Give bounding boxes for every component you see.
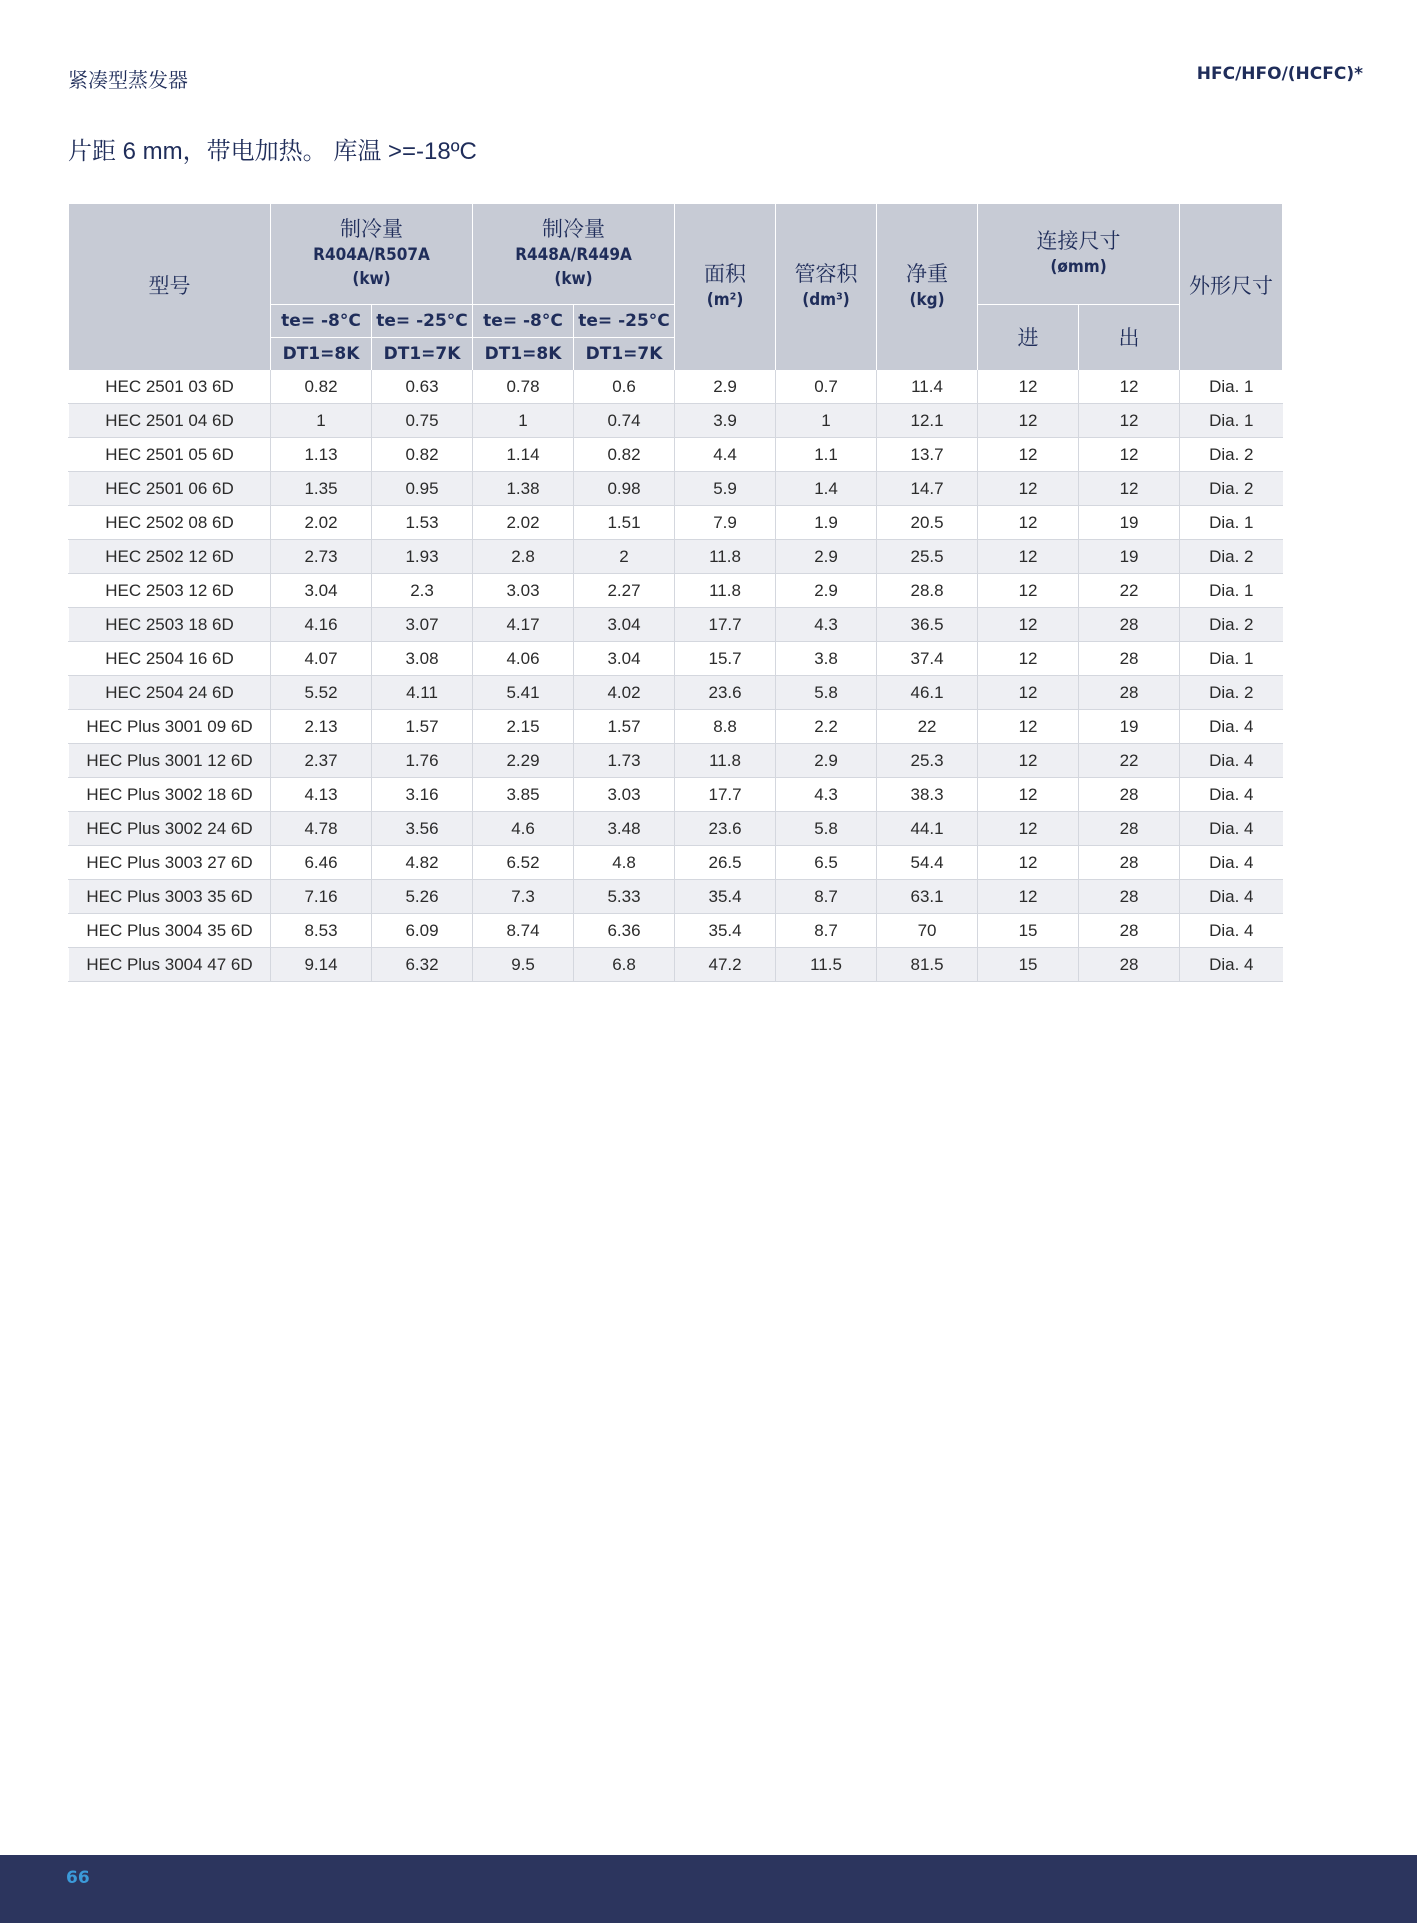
cell-dimensions: Dia. 2 [1180,438,1283,472]
header-right-title: HFC/HFO/(HCFC)* [1196,64,1363,84]
cell-model: HEC Plus 3003 27 6D [69,846,271,880]
cell-dimensions: Dia. 4 [1180,948,1283,982]
cell-model: HEC Plus 3003 35 6D [69,880,271,914]
cell-cap2-te-25: 0.74 [574,404,675,438]
table-row [69,846,1283,880]
table-row [69,642,1283,676]
cell-area: 2.9 [675,370,776,404]
cell-area: 47.2 [675,948,776,982]
header-tube-volume [776,204,877,370]
table-row [69,472,1283,506]
cell-dimensions: Dia. 4 [1180,812,1283,846]
table-row [69,676,1283,710]
cell-cap1-te-25: 2.3 [372,574,473,608]
cell-cap1-te-25: 0.75 [372,404,473,438]
cell-conn-out: 28 [1079,642,1180,676]
cell-cap2-te-8: 6.52 [473,846,574,880]
cell-conn-out: 12 [1079,404,1180,438]
cell-cap2-te-8: 4.06 [473,642,574,676]
table-row [69,948,1283,982]
cell-cap2-te-25: 6.8 [574,948,675,982]
cell-model: HEC 2503 18 6D [69,608,271,642]
cell-conn-out: 28 [1079,948,1180,982]
cell-cap1-te-8: 1.35 [271,472,372,506]
cell-cap2-te-25: 1.51 [574,506,675,540]
cell-cap2-te-8: 2.29 [473,744,574,778]
cell-tube-volume: 5.8 [776,812,877,846]
cell-net-weight: 46.1 [877,676,978,710]
cell-area: 23.6 [675,812,776,846]
cell-dimensions: Dia. 2 [1180,540,1283,574]
cell-net-weight: 54.4 [877,846,978,880]
cell-model: HEC Plus 3004 47 6D [69,948,271,982]
cell-net-weight: 14.7 [877,472,978,506]
cell-conn-out: 12 [1079,438,1180,472]
header-dimensions [1180,204,1283,370]
cell-model: HEC 2503 12 6D [69,574,271,608]
cell-model: HEC 2501 03 6D [69,370,271,404]
cell-conn-in: 12 [978,608,1079,642]
cell-area: 15.7 [675,642,776,676]
header-area-label: 面积 [704,263,747,286]
header-connection [978,204,1180,304]
cell-tube-volume: 2.9 [776,540,877,574]
cell-model: HEC 2502 12 6D [69,540,271,574]
cell-conn-in: 15 [978,914,1079,948]
table-row [69,710,1283,744]
table-row [69,880,1283,914]
table-row [69,608,1283,642]
cell-tube-volume: 6.5 [776,846,877,880]
cell-model: HEC Plus 3001 09 6D [69,710,271,744]
cell-tube-volume: 2.2 [776,710,877,744]
header-left-title: 紧凑型蒸发器 [68,70,188,92]
cell-conn-in: 12 [978,540,1079,574]
cell-cap1-te-8: 7.16 [271,880,372,914]
cell-cap2-te-8: 4.17 [473,608,574,642]
cell-dimensions: Dia. 1 [1180,574,1283,608]
cell-net-weight: 63.1 [877,880,978,914]
cell-conn-out: 19 [1079,506,1180,540]
cell-net-weight: 12.1 [877,404,978,438]
header-capacity-1 [271,204,473,304]
header-capacity-1-unit: (kw) [352,268,391,289]
table-row [69,506,1283,540]
cell-model: HEC Plus 3001 12 6D [69,744,271,778]
header-cond-dt-2: DT1=7K [372,337,473,370]
header-capacity-2 [473,204,675,304]
cell-cap2-te-8: 1 [473,404,574,438]
cell-conn-in: 15 [978,948,1079,982]
table-body [69,370,1283,982]
header-capacity-1-refrigerant: R404A/R507A [313,244,430,265]
cell-area: 3.9 [675,404,776,438]
table-row [69,914,1283,948]
cell-tube-volume: 8.7 [776,914,877,948]
cell-cap2-te-25: 3.04 [574,642,675,676]
cell-conn-in: 12 [978,642,1079,676]
cell-model: HEC 2504 24 6D [69,676,271,710]
cell-cap1-te-25: 0.63 [372,370,473,404]
header-net-weight-label: 净重 [906,263,949,286]
cell-model: HEC Plus 3002 24 6D [69,812,271,846]
cell-conn-out: 12 [1079,370,1180,404]
header-connection-in: 进 [978,304,1079,370]
cell-cap2-te-8: 7.3 [473,880,574,914]
cell-area: 7.9 [675,506,776,540]
cell-area: 35.4 [675,914,776,948]
header-model [69,204,271,370]
cell-conn-out: 22 [1079,574,1180,608]
header-connection-label: 连接尺寸 [1036,229,1121,253]
cell-model: HEC 2501 05 6D [69,438,271,472]
cell-conn-out: 19 [1079,540,1180,574]
cell-dimensions: Dia. 1 [1180,642,1283,676]
header-capacity-2-unit: (kw) [554,268,593,289]
cell-conn-out: 19 [1079,710,1180,744]
cell-cap2-te-8: 3.03 [473,574,574,608]
header-cond-te-1: te= -8°C [271,304,372,337]
table-row [69,438,1283,472]
header-net-weight-unit: (kg) [909,290,945,310]
cell-area: 17.7 [675,778,776,812]
cell-area: 23.6 [675,676,776,710]
cell-cap2-te-8: 5.41 [473,676,574,710]
table-row [69,370,1283,404]
cell-cap1-te-25: 1.57 [372,710,473,744]
cell-dimensions: Dia. 4 [1180,846,1283,880]
cell-dimensions: Dia. 2 [1180,472,1283,506]
cell-cap1-te-25: 3.08 [372,642,473,676]
cell-cap2-te-8: 0.78 [473,370,574,404]
cell-cap2-te-25: 1.73 [574,744,675,778]
header-dimensions-label: 外形尺寸 [1189,275,1274,298]
cell-cap2-te-25: 0.82 [574,438,675,472]
table-row [69,812,1283,846]
cell-cap2-te-25: 0.98 [574,472,675,506]
cell-dimensions: Dia. 4 [1180,744,1283,778]
cell-cap2-te-25: 2.27 [574,574,675,608]
cell-conn-in: 12 [978,574,1079,608]
cell-dimensions: Dia. 2 [1180,676,1283,710]
cell-conn-in: 12 [978,370,1079,404]
cell-conn-in: 12 [978,846,1079,880]
cell-conn-out: 28 [1079,846,1180,880]
header-tube-volume-label: 管容积 [794,263,858,286]
cell-cap2-te-8: 4.6 [473,812,574,846]
header-capacity-1-label: 制冷量 [340,217,403,241]
cell-cap1-te-8: 4.13 [271,778,372,812]
cell-model: HEC Plus 3004 35 6D [69,914,271,948]
cell-cap1-te-25: 6.32 [372,948,473,982]
cell-area: 8.8 [675,710,776,744]
cell-dimensions: Dia. 4 [1180,880,1283,914]
cell-cap1-te-25: 5.26 [372,880,473,914]
header-cond-dt-4: DT1=7K [574,337,675,370]
footer-bar [0,1855,1417,1923]
header-area [675,204,776,370]
cell-net-weight: 25.5 [877,540,978,574]
cell-conn-in: 12 [978,506,1079,540]
cell-cap2-te-8: 1.14 [473,438,574,472]
cell-cap2-te-25: 6.36 [574,914,675,948]
cell-dimensions: Dia. 1 [1180,404,1283,438]
cell-cap1-te-8: 4.78 [271,812,372,846]
cell-conn-in: 12 [978,744,1079,778]
cell-dimensions: Dia. 4 [1180,778,1283,812]
header-net-weight [877,204,978,370]
cell-cap2-te-8: 1.38 [473,472,574,506]
cell-conn-out: 22 [1079,744,1180,778]
cell-cap2-te-25: 0.6 [574,370,675,404]
header-capacity-2-label: 制冷量 [542,217,606,241]
cell-cap1-te-25: 1.93 [372,540,473,574]
cell-conn-out: 28 [1079,914,1180,948]
table-row [69,744,1283,778]
cell-tube-volume: 1.9 [776,506,877,540]
cell-cap1-te-8: 2.73 [271,540,372,574]
cell-cap1-te-8: 9.14 [271,948,372,982]
cell-cap1-te-8: 2.02 [271,506,372,540]
cell-cap2-te-8: 8.74 [473,914,574,948]
cell-cap1-te-8: 6.46 [271,846,372,880]
cell-model: HEC 2502 08 6D [69,506,271,540]
cell-conn-out: 28 [1079,812,1180,846]
spec-table [68,204,1283,982]
cell-area: 11.8 [675,540,776,574]
cell-net-weight: 22 [877,710,978,744]
header-cond-dt-1: DT1=8K [271,337,372,370]
cell-dimensions: Dia. 2 [1180,608,1283,642]
cell-cap2-te-8: 9.5 [473,948,574,982]
cell-cap1-te-25: 3.16 [372,778,473,812]
cell-conn-in: 12 [978,404,1079,438]
cell-conn-out: 28 [1079,676,1180,710]
header-tube-volume-unit: (dm³) [802,290,850,310]
cell-area: 11.8 [675,744,776,778]
cell-conn-out: 28 [1079,880,1180,914]
cell-cap1-te-25: 4.11 [372,676,473,710]
header-capacity-2-refrigerant: R448A/R449A [515,244,632,265]
cell-cap1-te-8: 1 [271,404,372,438]
cell-cap1-te-8: 4.07 [271,642,372,676]
cell-net-weight: 20.5 [877,506,978,540]
cell-cap1-te-8: 2.37 [271,744,372,778]
cell-tube-volume: 5.8 [776,676,877,710]
cell-cap2-te-25: 3.04 [574,608,675,642]
cell-area: 4.4 [675,438,776,472]
header-connection-out: 出 [1079,304,1180,370]
cell-conn-in: 12 [978,778,1079,812]
cell-model: HEC 2501 06 6D [69,472,271,506]
cell-net-weight: 44.1 [877,812,978,846]
cell-cap1-te-25: 4.82 [372,846,473,880]
cell-model: HEC Plus 3002 18 6D [69,778,271,812]
cell-conn-in: 12 [978,880,1079,914]
table-row [69,540,1283,574]
cell-tube-volume: 0.7 [776,370,877,404]
cell-tube-volume: 4.3 [776,608,877,642]
cell-cap2-te-25: 4.02 [574,676,675,710]
cell-cap2-te-25: 1.57 [574,710,675,744]
cell-dimensions: Dia. 4 [1180,914,1283,948]
cell-cap1-te-8: 1.13 [271,438,372,472]
cell-cap1-te-25: 3.07 [372,608,473,642]
cell-tube-volume: 1.1 [776,438,877,472]
cell-dimensions: Dia. 1 [1180,506,1283,540]
cell-cap1-te-25: 3.56 [372,812,473,846]
cell-cap1-te-25: 6.09 [372,914,473,948]
cell-cap2-te-25: 4.8 [574,846,675,880]
cell-cap2-te-8: 2.02 [473,506,574,540]
cell-conn-in: 12 [978,812,1079,846]
table-row [69,574,1283,608]
cell-cap1-te-25: 1.76 [372,744,473,778]
cell-cap1-te-8: 0.82 [271,370,372,404]
cell-conn-in: 12 [978,710,1079,744]
table-row [69,778,1283,812]
page-number: 66 [66,1868,90,1888]
cell-net-weight: 38.3 [877,778,978,812]
cell-area: 17.7 [675,608,776,642]
table-row [69,404,1283,438]
cell-cap1-te-8: 8.53 [271,914,372,948]
cell-tube-volume: 2.9 [776,574,877,608]
cell-net-weight: 25.3 [877,744,978,778]
cell-cap2-te-25: 3.03 [574,778,675,812]
cell-area: 11.8 [675,574,776,608]
cell-cap2-te-25: 2 [574,540,675,574]
cell-cap2-te-8: 2.8 [473,540,574,574]
cell-area: 35.4 [675,880,776,914]
cell-dimensions: Dia. 4 [1180,710,1283,744]
cell-conn-out: 12 [1079,472,1180,506]
cell-tube-volume: 11.5 [776,948,877,982]
header-connection-unit: (ømm) [1050,256,1107,277]
cell-cap2-te-25: 5.33 [574,880,675,914]
cell-conn-out: 28 [1079,778,1180,812]
header-model-label: 型号 [148,275,191,298]
cell-net-weight: 28.8 [877,574,978,608]
cell-conn-in: 12 [978,676,1079,710]
section-title: 片距 6 mm，带电加热。 库温 >=-18ºC [68,138,477,165]
header-area-unit: (m²) [706,290,744,310]
table-header [69,204,1283,370]
cell-cap1-te-25: 0.82 [372,438,473,472]
header-cond-te-3: te= -8°C [473,304,574,337]
cell-cap1-te-8: 2.13 [271,710,372,744]
cell-tube-volume: 4.3 [776,778,877,812]
cell-net-weight: 11.4 [877,370,978,404]
header-cond-te-2: te= -25°C [372,304,473,337]
cell-tube-volume: 1.4 [776,472,877,506]
cell-net-weight: 13.7 [877,438,978,472]
cell-conn-in: 12 [978,472,1079,506]
cell-tube-volume: 8.7 [776,880,877,914]
cell-net-weight: 36.5 [877,608,978,642]
cell-net-weight: 70 [877,914,978,948]
cell-cap1-te-25: 0.95 [372,472,473,506]
header-cond-dt-3: DT1=8K [473,337,574,370]
cell-net-weight: 37.4 [877,642,978,676]
cell-area: 5.9 [675,472,776,506]
header-cond-te-4: te= -25°C [574,304,675,337]
cell-cap2-te-8: 2.15 [473,710,574,744]
cell-conn-in: 12 [978,438,1079,472]
cell-cap2-te-8: 3.85 [473,778,574,812]
cell-cap1-te-8: 4.16 [271,608,372,642]
cell-tube-volume: 2.9 [776,744,877,778]
cell-area: 26.5 [675,846,776,880]
cell-tube-volume: 1 [776,404,877,438]
cell-cap2-te-25: 3.48 [574,812,675,846]
cell-cap1-te-8: 3.04 [271,574,372,608]
cell-model: HEC 2504 16 6D [69,642,271,676]
cell-cap1-te-8: 5.52 [271,676,372,710]
cell-net-weight: 81.5 [877,948,978,982]
cell-dimensions: Dia. 1 [1180,370,1283,404]
cell-cap1-te-25: 1.53 [372,506,473,540]
cell-tube-volume: 3.8 [776,642,877,676]
cell-model: HEC 2501 04 6D [69,404,271,438]
cell-conn-out: 28 [1079,608,1180,642]
